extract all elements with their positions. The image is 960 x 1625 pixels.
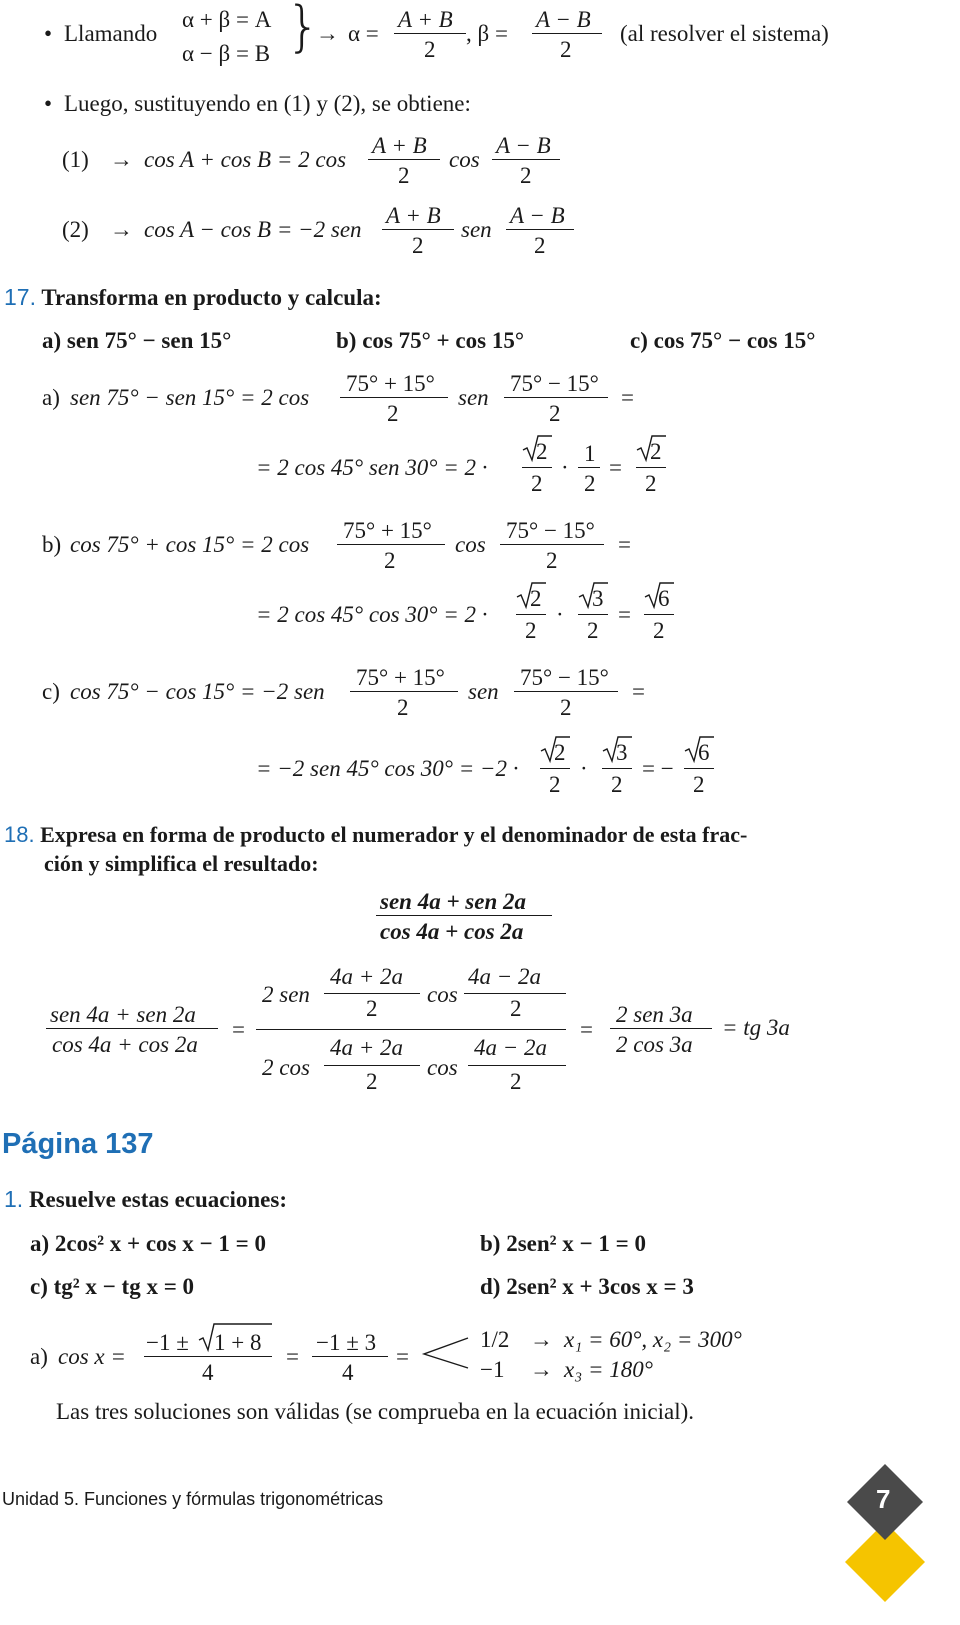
solution-c-root2-num: 3 <box>616 740 628 765</box>
solution-b-lhs: cos 75° + cos 15° = 2 cos <box>70 532 310 557</box>
beta-eq: , β = <box>466 21 508 46</box>
solution-c-num2: 75° − 15° <box>520 665 609 690</box>
solution-num2: −1 ± 3 <box>316 1330 377 1355</box>
fraction-bar <box>644 614 674 615</box>
bottom-mid: cos <box>427 1055 458 1080</box>
fraction-bar <box>312 1356 388 1357</box>
solution-num1: −1 ± <box>146 1330 189 1355</box>
fraction-bar <box>492 159 560 160</box>
formula-2-den2: 2 <box>534 233 546 258</box>
fraction-bar <box>516 614 546 615</box>
solution-c-root3-num: 6 <box>698 740 710 765</box>
problem-a: a) 2cos² x + cos x − 1 = 0 <box>30 1231 266 1256</box>
fraction-bar <box>464 993 566 994</box>
solution-a-num1: 75° + 15° <box>346 371 435 396</box>
top-num2: 4a − 2a <box>468 964 542 989</box>
fraction-bar <box>610 1028 712 1029</box>
formula-1-num1: A + B <box>372 133 427 158</box>
arrow-icon: → <box>110 217 133 242</box>
branch-2-result: x₃ = 180° <box>564 1357 653 1382</box>
solution-c-root1-num: 2 <box>554 740 566 765</box>
fraction-bar <box>340 397 448 398</box>
solution-c-num1: 75° + 15° <box>356 665 445 690</box>
solution-b-num2: 75° − 15° <box>506 518 595 543</box>
solution-c-root1-den: 2 <box>549 772 561 797</box>
formula-2-num1: A + B <box>386 203 441 228</box>
equals-sign: = <box>621 385 634 410</box>
formula-2-label: (2) <box>62 217 89 242</box>
fraction-bar <box>46 1028 218 1029</box>
formula-1-label: (1) <box>62 147 89 172</box>
solution-radicand: 1 + 8 <box>214 1330 262 1355</box>
top-den2: 2 <box>510 996 522 1021</box>
problem-d: d) 2sen² x + 3cos x = 3 <box>480 1274 694 1299</box>
top-mid: cos <box>427 982 458 1007</box>
llamando-text: Llamando <box>64 21 158 46</box>
bullet: • <box>44 21 53 46</box>
formula-1-den2: 2 <box>520 163 532 188</box>
fraction-bar <box>578 614 608 615</box>
branch-1-value: 1/2 <box>480 1327 510 1352</box>
fraction-bar <box>522 467 552 468</box>
fraction-bar <box>468 1065 566 1066</box>
dot-operator: · <box>561 455 569 480</box>
solution-b-line2: = 2 cos 45° cos 30° = 2 · <box>256 602 488 627</box>
lhs-num: sen 4a + sen 2a <box>50 1002 196 1027</box>
formula-1-lhs: cos A + cos B = 2 cos <box>144 147 347 172</box>
fraction-bar <box>500 544 604 545</box>
solution-b-root3-den: 2 <box>653 618 665 643</box>
solution-b-den2: 2 <box>546 548 558 573</box>
solution-c-root2-den: 2 <box>611 772 623 797</box>
problem-c: c) tg² x − tg x = 0 <box>30 1274 195 1299</box>
solution-b-root1-num: 2 <box>530 586 542 611</box>
equals-sign: = <box>396 1344 409 1369</box>
solution-b-root3-num: 6 <box>658 586 670 611</box>
main-fraction-bar <box>256 1029 566 1030</box>
result-den: 2 cos 3a <box>616 1032 693 1057</box>
solution-a-den1: 2 <box>387 401 399 426</box>
alpha-num: A + B <box>398 7 453 32</box>
fraction-bar <box>532 33 602 34</box>
fraction-bar <box>324 993 420 994</box>
given-fraction-den: cos 4a + cos 2a <box>380 919 524 944</box>
solution-c-root3-den: 2 <box>693 772 705 797</box>
exercise-18-heading <box>4 824 747 846</box>
formula-2-num2: A − B <box>510 203 565 228</box>
solution-b-label: b) <box>42 532 62 557</box>
alpha-eq: α = <box>348 21 379 46</box>
solution-c-label: c) <box>42 679 60 704</box>
fraction-bar <box>578 467 600 468</box>
arrow-icon: → <box>530 1357 553 1382</box>
arrow-icon: → <box>316 21 339 46</box>
system-eq-2: α − β = B <box>182 41 271 66</box>
solution-a-label: a) <box>42 385 60 410</box>
solution-a-root2-num: 2 <box>650 439 662 464</box>
solution-a-den2: 2 <box>549 401 561 426</box>
page-number: 7 <box>876 1484 891 1514</box>
fraction-bar <box>514 691 618 692</box>
formula-2-mid: sen <box>461 217 492 242</box>
beta-num: A − B <box>536 7 591 32</box>
solution-a-root1-den: 2 <box>531 471 543 496</box>
solution-c-den1: 2 <box>397 695 409 720</box>
dot-operator: · <box>556 602 564 627</box>
part-c-statement: c) cos 75° − cos 15° <box>630 328 816 353</box>
top-coef: 2 sen <box>262 982 310 1007</box>
bottom-num1: 4a + 2a <box>330 1035 404 1060</box>
fraction-bar <box>636 467 666 468</box>
result-final: = tg 3a <box>722 1015 790 1040</box>
equals-sign: = − <box>642 756 674 781</box>
fraction-bar <box>382 229 454 230</box>
solution-b-den1: 2 <box>384 548 396 573</box>
fraction-bar <box>376 915 552 916</box>
equals-sign: = <box>632 679 645 704</box>
solution-den2: 4 <box>342 1360 354 1385</box>
solution-c-den2: 2 <box>560 695 572 720</box>
solution-a-root2-den: 2 <box>645 471 657 496</box>
fraction-bar <box>540 768 570 769</box>
exercise-title-line1: Expresa en forma de producto el numerador y el denominador de esta frac- <box>40 822 748 847</box>
solution-b-root2-den: 2 <box>587 618 599 643</box>
luego-text: Luego, sustituyendo en (1) y (2), se obtiene: <box>64 91 471 116</box>
top-den1: 2 <box>366 996 378 1021</box>
equals-sign: = <box>618 602 631 627</box>
bullet: • <box>44 91 53 116</box>
solution-c-mid: sen <box>468 679 499 704</box>
bottom-den2: 2 <box>510 1069 522 1094</box>
solution-b-num1: 75° + 15° <box>343 518 432 543</box>
conclusion-text: Las tres soluciones son válidas (se comprueba en la ecuación inicial). <box>56 1399 695 1424</box>
arrow-icon: → <box>110 147 133 172</box>
part-a-statement: a) sen 75° − sen 15° <box>42 328 232 353</box>
part-b-statement: b) cos 75° + cos 15° <box>336 328 525 353</box>
solution-a-num2: 75° − 15° <box>510 371 599 396</box>
section-heading: Página 137 <box>2 1128 154 1160</box>
equals-sign: = <box>609 455 622 480</box>
problem-b: b) 2sen² x − 1 = 0 <box>480 1231 647 1256</box>
fraction-bar <box>324 1065 420 1066</box>
formula-1-num2: A − B <box>496 133 551 158</box>
equals-sign: = <box>580 1017 593 1042</box>
solution-den1: 4 <box>202 1360 214 1385</box>
top-num1: 4a + 2a <box>330 964 404 989</box>
formula-2-lhs: cos A − cos B = −2 sen <box>144 217 362 242</box>
solution-label: a) <box>30 1344 48 1369</box>
exercise-1-heading <box>4 1188 287 1211</box>
alpha-den: 2 <box>424 37 436 62</box>
fraction-bar <box>684 768 714 769</box>
exercise-number: 18. <box>4 822 35 847</box>
equals-sign: = <box>232 1017 245 1042</box>
equals-sign: = <box>286 1344 299 1369</box>
solution-a-root1-num: 2 <box>536 439 548 464</box>
system-eq-1: α + β = A <box>182 7 272 32</box>
fraction-bar <box>506 229 574 230</box>
branch-icon <box>422 1337 468 1369</box>
solution-b-root1-den: 2 <box>525 618 537 643</box>
exercise-title: Resuelve estas ecuaciones: <box>28 1187 287 1212</box>
solution-a-half-num: 1 <box>584 441 596 466</box>
solution-a-mid: sen <box>458 385 489 410</box>
fraction-bar <box>337 544 445 545</box>
solution-a-lhs: sen 75° − sen 15° = 2 cos <box>70 385 310 410</box>
solution-c-line2: = −2 sen 45° cos 30° = −2 · <box>256 756 519 781</box>
branch-1-result: x₁ = 60°, x₂ = 300° <box>564 1327 742 1352</box>
solution-lhs: cos x = <box>58 1344 126 1369</box>
exercise-17-heading <box>4 286 382 309</box>
footer-unit-title: Unidad 5. Funciones y fórmulas trigonométricas <box>2 1489 384 1509</box>
bottom-coef: 2 cos <box>262 1055 310 1080</box>
fraction-bar <box>394 33 466 34</box>
fraction-bar <box>368 159 440 160</box>
lhs-den: cos 4a + cos 2a <box>52 1032 198 1057</box>
solution-a-line2: = 2 cos 45° sen 30° = 2 · <box>256 455 488 480</box>
equals-sign: = <box>618 532 631 557</box>
result-num: 2 sen 3a <box>616 1002 693 1027</box>
solution-a-half-den: 2 <box>584 471 596 496</box>
solution-b-mid: cos <box>455 532 486 557</box>
fraction-bar <box>602 768 632 769</box>
fraction-bar <box>144 1356 272 1357</box>
formula-1-den1: 2 <box>398 163 410 188</box>
given-fraction-num: sen 4a + sen 2a <box>380 889 527 914</box>
formula-1-mid: cos <box>449 147 480 172</box>
exercise-title-line2: ción y simplifica el resultado: <box>44 851 319 876</box>
dot-operator: · <box>580 756 588 781</box>
arrow-icon: → <box>530 1327 553 1352</box>
fraction-bar <box>350 691 458 692</box>
bottom-den1: 2 <box>366 1069 378 1094</box>
exercise-number: 17. <box>4 284 36 310</box>
bottom-num2: 4a − 2a <box>474 1035 548 1060</box>
exercise-title: Transforma en producto y calcula: <box>41 285 382 310</box>
note-text: (al resolver el sistema) <box>620 21 829 46</box>
solution-b-root2-num: 3 <box>592 586 604 611</box>
fraction-bar <box>504 397 608 398</box>
formula-2-den1: 2 <box>412 233 424 258</box>
exercise-number: 1. <box>4 1186 24 1212</box>
brace-icon: } <box>286 0 321 58</box>
beta-den: 2 <box>560 37 572 62</box>
branch-2-value: −1 <box>480 1357 505 1382</box>
solution-c-lhs: cos 75° − cos 15° = −2 sen <box>70 679 325 704</box>
